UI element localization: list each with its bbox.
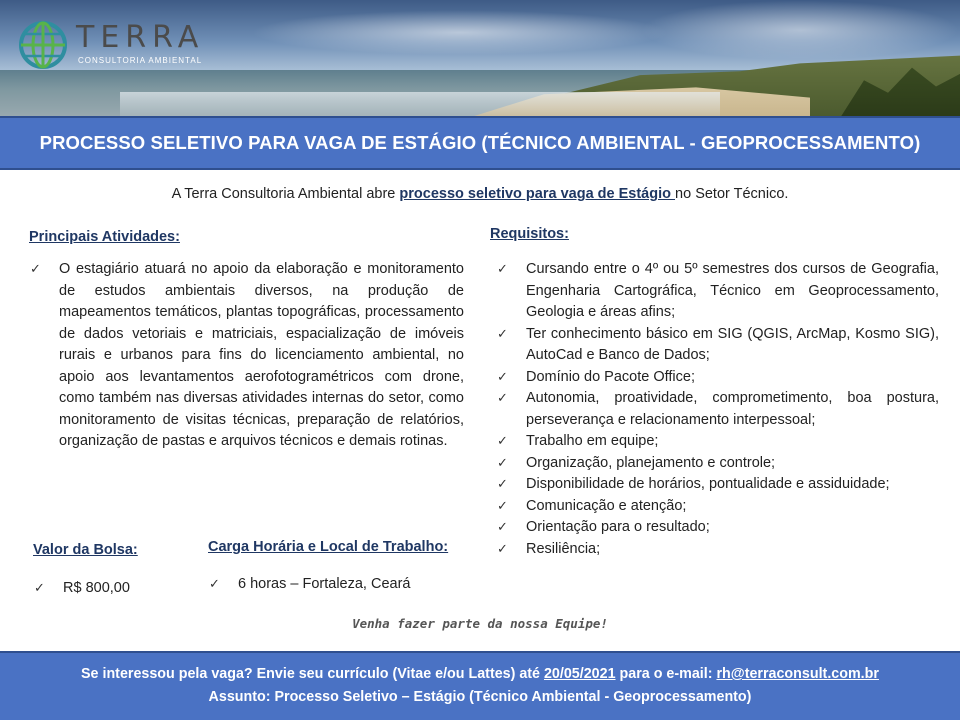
requirement-text: Organização, planejamento e controle; [526, 454, 776, 471]
list-item [497, 388, 939, 431]
requirement-text: Resiliência; [526, 540, 601, 557]
brand-name: TERRA [76, 20, 205, 55]
title-banner [0, 116, 960, 170]
footer-line-1 [0, 666, 960, 682]
activity-text: O estagiário atuará no apoio da elaboração e monitoramento de estudos ambientais diversos, na produção de mapeamentos temáticos, plantas topográficas, processamento de dados vetoriais e matriciais, espacialização de imóveis rurais e urbanos para fins do licenciamento ambiental, no apoio aos levantamentos aerofotogramétricos com drone, como também nas diversas atividades internas do setor, como monitoramento de visitas técnicas, preparação de relatórios, organização de pastas e arquivos técnicos e demais rotinas. [59, 261, 464, 449]
requirement-text: Domínio do Pacote Office; [526, 368, 695, 385]
check-icon: ✓ [497, 477, 508, 492]
list-item [497, 324, 939, 367]
tagline: Venha fazer parte da nossa Equipe! [352, 616, 608, 631]
requirement-text: Orientação para o resultado; [526, 519, 710, 535]
list-item [34, 578, 194, 600]
list-item [497, 431, 939, 453]
stipend-heading: Valor da Bolsa: [33, 542, 138, 558]
list-item [497, 367, 939, 389]
check-icon: ✓ [497, 369, 508, 385]
check-icon: ✓ [30, 262, 41, 277]
check-icon: ✓ [209, 577, 220, 592]
intro-text [0, 186, 960, 202]
requirement-text: Comunicação e atenção; [526, 497, 687, 514]
check-icon: ✓ [497, 262, 508, 277]
requirement-text: Disponibilidade de horários, pontualidade e assiduidade; [526, 476, 890, 492]
check-icon: ✓ [497, 498, 508, 514]
stipend-list [34, 578, 194, 600]
list-item [497, 259, 939, 324]
intro-after: no Setor Técnico. [675, 186, 789, 202]
requirement-text: Trabalho em equipe; [526, 433, 659, 449]
list-item [497, 517, 939, 539]
check-icon: ✓ [497, 455, 508, 471]
list-item [497, 496, 939, 518]
footer-banner [0, 651, 960, 720]
workload-list [209, 574, 469, 596]
list-item [497, 474, 939, 496]
check-icon: ✓ [497, 520, 508, 535]
deadline-date: 20/05/2021 [543, 666, 616, 682]
email-link[interactable]: rh@terraconsult.com.br [716, 666, 879, 682]
footer-text-middle: para o e-mail: [615, 666, 717, 682]
requirements-heading: Requisitos: [490, 226, 569, 242]
list-item [497, 539, 939, 561]
footer-subject: Assunto: Processo Seletivo – Estágio (Técnico Ambiental - Geoprocessamento) [208, 689, 752, 705]
check-icon: ✓ [497, 391, 508, 406]
requirement-text: Autonomia, proatividade, comprometimento, boa postura, perseverança e relacionamento interpessoal; [526, 390, 939, 428]
requirements-list [497, 259, 939, 560]
activities-list [30, 259, 464, 453]
check-icon: ✓ [34, 581, 45, 596]
check-icon: ✓ [497, 434, 508, 449]
check-icon: ✓ [497, 541, 508, 557]
check-icon: ✓ [497, 326, 508, 342]
workload-value: 6 horas – Fortaleza, Ceará [238, 576, 411, 592]
intro-highlight: processo seletivo para vaga de Estágio [399, 186, 676, 202]
terra-logo [18, 18, 238, 74]
requirement-text: Cursando entre o 4º ou 5º semestres dos cursos de Geografia, Engenharia Cartográfica, Técnico em Geoprocessamento, Geologia e áreas afins; [526, 261, 939, 320]
footer-text-before: Se interessou pela vaga? Envie seu currículo (Vitae e/ou Lattes) até [81, 666, 544, 682]
stipend-value: R$ 800,00 [63, 580, 130, 596]
requirement-text: Ter conhecimento básico em SIG (QGIS, ArcMap, Kosmo SIG), AutoCad e Banco de Dados; [526, 325, 939, 363]
activities-heading: Principais Atividades: [29, 229, 180, 245]
list-item [209, 574, 469, 596]
page-title: PROCESSO SELETIVO PARA VAGA DE ESTÁGIO (TÉCNICO AMBIENTAL - GEOPROCESSAMENTO) [39, 132, 921, 153]
intro-before: A Terra Consultoria Ambiental abre [171, 186, 400, 202]
brand-subtitle: CONSULTORIA AMBIENTAL [78, 56, 203, 65]
list-item [30, 259, 464, 453]
workload-heading: Carga Horária e Local de Trabalho: [208, 539, 449, 555]
globe-icon [18, 20, 68, 70]
header-beach-image [0, 0, 960, 118]
list-item [497, 453, 939, 475]
